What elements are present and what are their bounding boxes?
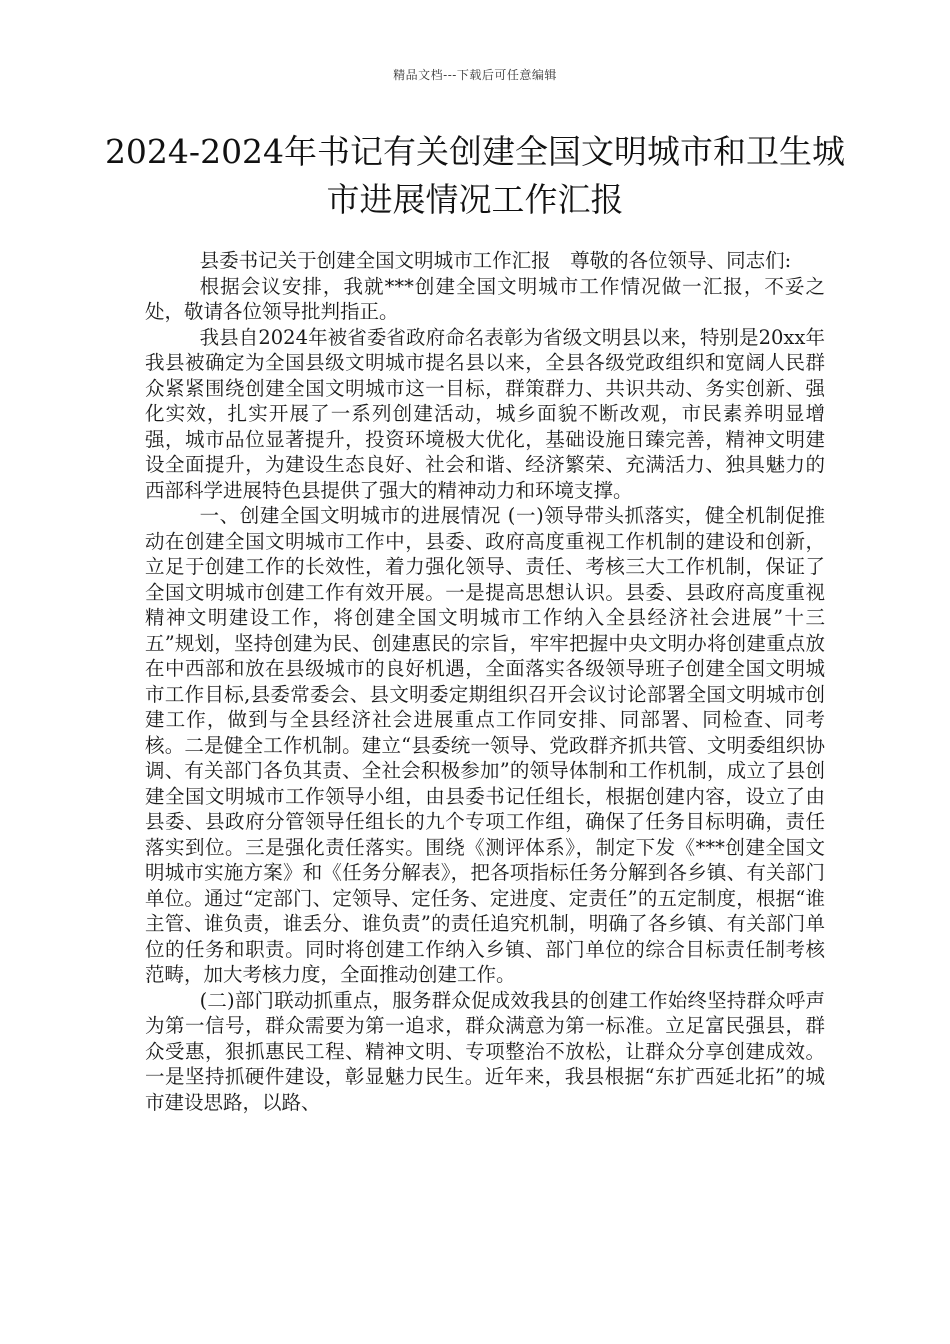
document-body [145, 248, 825, 1115]
header-note: 精品文档---下载后可任意编辑 [393, 68, 557, 82]
paragraph-section-two: (二)部门联动抓重点，服务群众促成效我县的创建工作始终坚持群众呼声为第一信号，群众需要为第一追求，群众满意为第一标准。立足富民强县，群众受惠，狠抓惠民工程、精神文明、专项整治不放松，让群众分享创建成效。一是坚持抓硬件建设，彰显魅力民生。近年来，我县根据“东扩西延北拓”的城市建设思路，以路、 [145, 988, 825, 1114]
document-title: 2024-2024年书记有关创建全国文明城市和卫生城市进展情况工作汇报 [104, 132, 846, 219]
paragraph-greeting: 县委书记关于创建全国文明城市工作汇报 尊敬的各位领导、同志们: [199, 249, 792, 272]
paragraph-intro: 根据会议安排，我就***创建全国文明城市工作情况做一汇报，不妥之处，敬请各位领导批判指正。 [145, 274, 825, 323]
paragraph-background: 我县自2024年被省委省政府命名表彰为省级文明县以来，特别是20xx年我县被确定为全国县级文明城市提名县以来，全县各级党政组织和宽阔人民群众紧紧围绕创建全国文明城市这一目标，群策群力、共识共动、务实创新、强化实效，扎实开展了一系列创建活动，城乡面貌不断改观，市民素养明显增强，城市品位显著提升，投资环境极大优化，基础设施日臻完善，精神文明建设全面提升，为建设生态良好、社会和谐、经济繁荣、充满活力、独具魅力的西部科学进展特色县提供了强大的精神动力和环境支撑。 [145, 325, 825, 502]
paragraph-section-one: 一、创建全国文明城市的进展情况 (一)领导带头抓落实，健全机制促推动在创建全国文明城市工作中，县委、政府高度重视工作机制的建设和创新，立足于创建工作的长效性，着力强化领导、责任、考核三大工作机制，保证了全国文明城市创建工作有效开展。一是提高思想认识。县委、县政府高度重视精神文明建设工作，将创建全国文明城市工作纳入全县经济社会进展”十三五”规划，坚持创建为民、创建惠民的宗旨，牢牢把握中央文明办将创建重点放在中西部和放在县级城市的良好机遇，全面落实各级领导班子创建全国文明城市工作目标,县委常委会、县文明委定期组织召开会议讨论部署全国文明城市创建工作，做到与全县经济社会进展重点工作同安排、同部署、同检查、同考核。二是健全工作机制。建立“县委统一领导、党政群齐抓共管、文明委组织协调、有关部门各负其责、全社会积极参加”的领导体制和工作机制，成立了县创建全国文明城市工作领导小组，由县委书记任组长，根据创建内容，设立了由县委、县政府分管领导任组长的九个专项工作组，确保了任务目标明确，责任落实到位。三是强化责任落实。围绕《测评体系》，制定下发《***创建全国文明城市实施方案》和《任务分解表》，把各项指标任务分解到各乡镇、有关部门单位。通过“定部门、定领导、定任务、定进度、定责任”的五定制度，根据“谁主管、谁负责，谁丢分、谁负责”的责任追究机制，明确了各乡镇、有关部门单位的任务和职责。同时将创建工作纳入乡镇、部门单位的综合目标责任制考核范畴，加大考核力度，全面推动创建工作。 [145, 504, 825, 986]
